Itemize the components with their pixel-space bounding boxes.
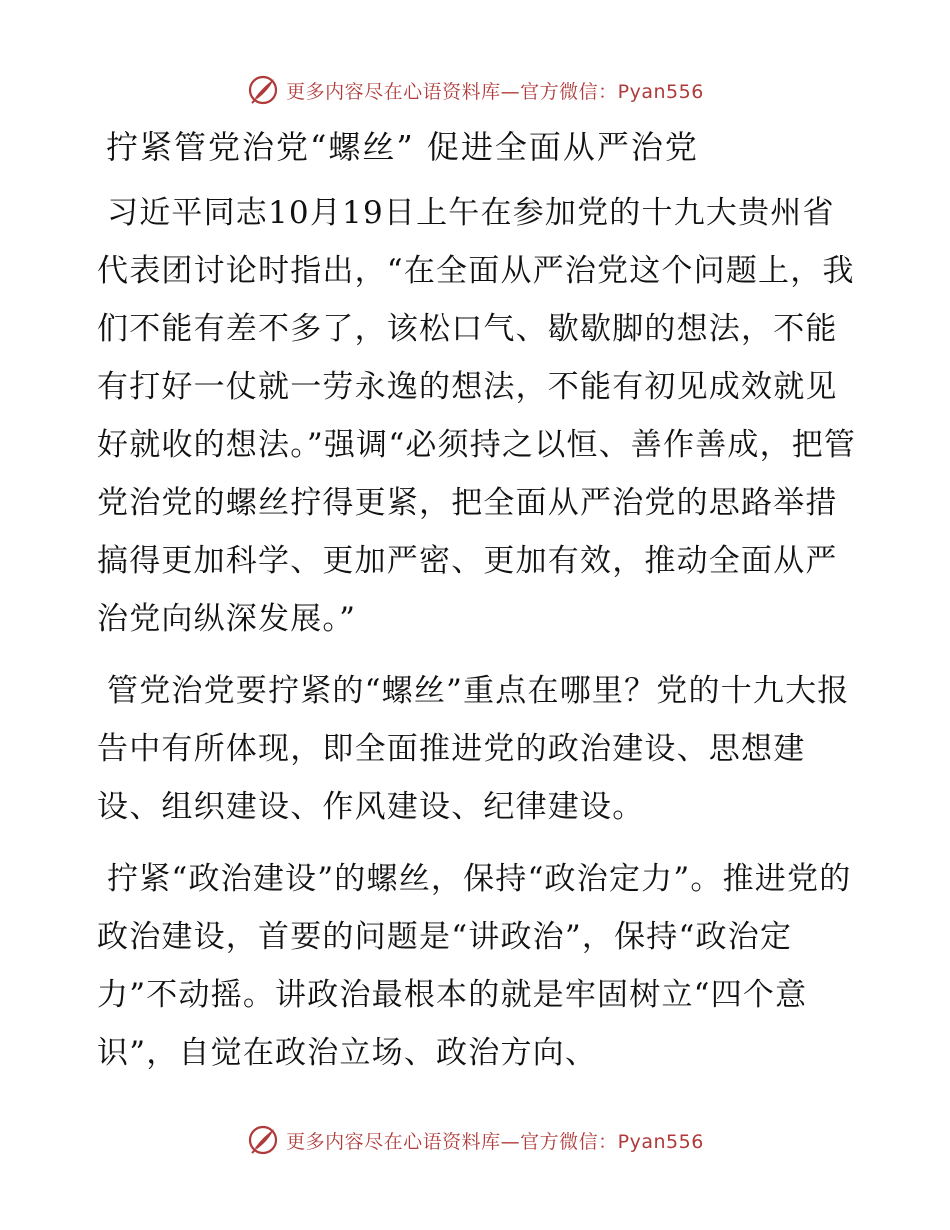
document-title: 拧紧管党治党“螺丝” 促进全面从严治党: [106, 128, 699, 166]
feather-pen-logo-icon: [246, 73, 280, 107]
footer-banner: [0, 1120, 950, 1160]
paragraph-1: 习近平同志10月19日上午在参加党的十九大贵州省代表团讨论时指出，“在全面从严治党这个问题上，我们不能有差不多了，该松口气、歇歇脚的想法，不能有打好一仗就一劳永逸的想法，不能有初见成效就见好就收的想法。”强调“必须持之以恒、善作善成，把管党治党的螺丝拧得更紧，把全面从严治党的思路举措搞得更加科学、更加严密、更加有效，推动全面从严治党向纵深发展。”: [97, 195, 857, 637]
header-banner-text: 更多内容尽在心语资料库—官方微信：Pyan556: [286, 80, 704, 103]
footer-banner-text: 更多内容尽在心语资料库—官方微信：Pyan556: [286, 1130, 704, 1153]
paragraph-3: 拧紧“政治建设”的螺丝，保持“政治定力”。推进党的政治建设，首要的问题是“讲政治”，保持“政治定力”不动摇。讲政治最根本的就是牢固树立“四个意识”，自觉在政治立场、政治方向、: [97, 861, 852, 1071]
feather-pen-logo-icon: [246, 1123, 280, 1157]
document-body: [97, 184, 857, 1096]
paragraph-2: 管党治党要拧紧的“螺丝”重点在哪里？党的十九大报告中有所体现，即全面推进党的政治建设、思想建设、组织建设、作风建设、纪律建设。: [97, 673, 850, 825]
header-banner: [0, 70, 950, 110]
